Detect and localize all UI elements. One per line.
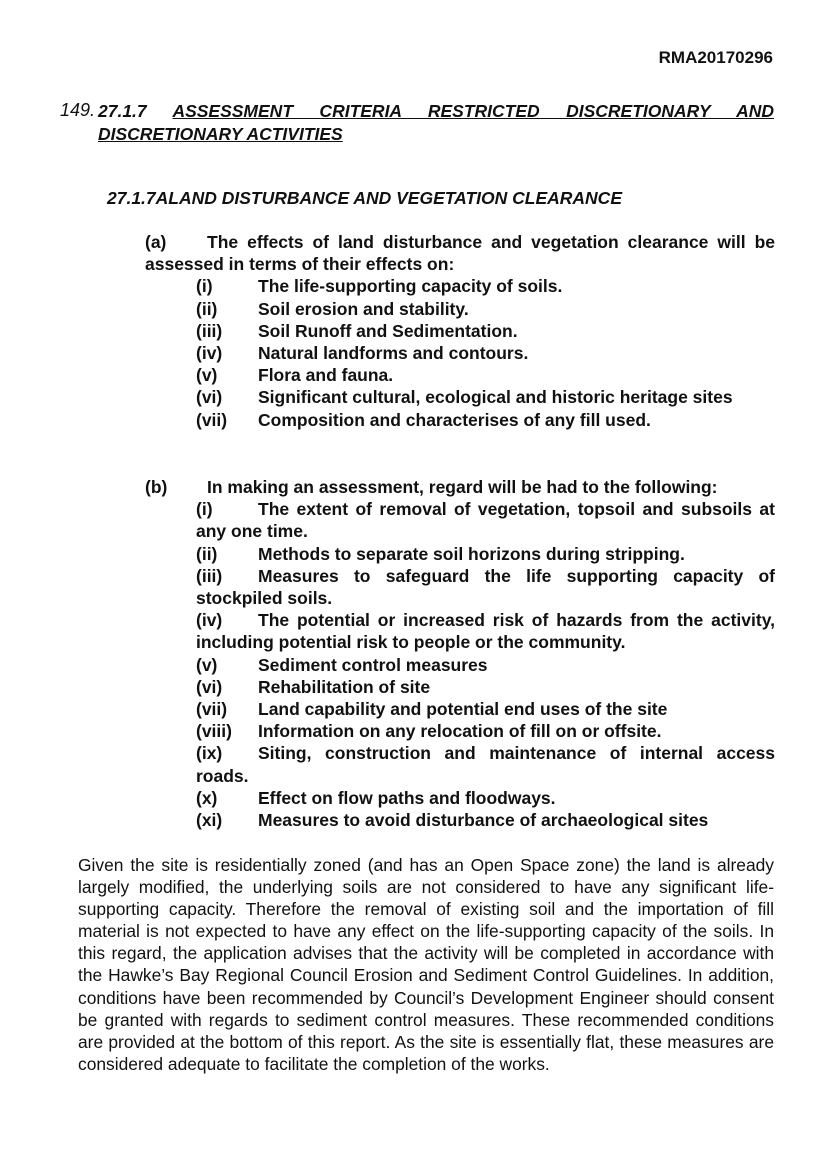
item-number: (i) <box>196 499 213 520</box>
criteria-a <box>145 231 775 431</box>
criteria-a-intro-text: The effects of land disturbance and vegetation clearance will be assessed in terms of their effects on: <box>145 232 775 275</box>
list-item <box>196 498 775 542</box>
item-text: Measures to safeguard the life supporting capacity of stockpiled soils. <box>196 565 775 609</box>
list-item <box>196 809 775 831</box>
item-number: (ii) <box>196 543 218 564</box>
item-number: (vii) <box>196 699 228 720</box>
item-text: Methods to separate soil horizons during stripping. <box>258 543 685 564</box>
criteria-a-label: (a) <box>145 232 167 252</box>
item-number: (xi) <box>196 810 223 831</box>
criteria-a-list <box>145 275 775 430</box>
item-text: Information on any relocation of fill on or offsite. <box>258 721 662 742</box>
item-number: (x) <box>196 787 218 808</box>
paragraph-number: 149. <box>60 100 96 120</box>
item-number: (vi) <box>196 387 223 408</box>
list-item <box>196 298 775 320</box>
item-text: Measures to avoid disturbance of archaeological sites <box>258 810 709 831</box>
assessment-paragraph: Given the site is residentially zoned (and has an Open Space zone) the land is already largely modified, the underlying soils are not considered to have any significant life-supporting capacity. Therefore the removal of existing soil and the importation of fill material is not expected to have any effect on the life-supporting capacity of the soils. In this regard, the application advises that the activity will be completed in accordance with the Hawke’s Bay Regional Council Erosion and Sediment Control Guidelines. In addition, conditions have been recommended by Council’s Development Engineer should consent be granted with regards to sediment control measures. These recommended conditions are provided at the bottom of this report. As the site is essentially flat, these measures are considered adequate to facilitate the completion of the works. <box>78 855 774 1074</box>
subsection-heading: 27.1.7ALAND DISTURBANCE AND VEGETATION CLEARANCE <box>107 188 622 208</box>
item-number: (iii) <box>196 565 223 586</box>
item-text: Rehabilitation of site <box>258 676 431 697</box>
item-text: The life-supporting capacity of soils. <box>258 276 563 297</box>
list-item <box>196 565 775 609</box>
item-text: Significant cultural, ecological and historic heritage sites <box>258 387 733 408</box>
list-item <box>196 742 775 786</box>
item-text: The extent of removal of vegetation, topsoil and subsoils at any one time. <box>196 499 775 542</box>
list-item <box>196 720 775 742</box>
item-number: (iv) <box>196 610 223 631</box>
criteria-a-intro <box>145 231 775 275</box>
list-item <box>196 386 775 408</box>
item-number: (i) <box>196 276 213 297</box>
item-text: The potential or increased risk of hazards from the activity, including potential risk to people or the community. <box>196 610 775 653</box>
criteria-b <box>145 476 775 831</box>
item-number: (viii) <box>196 721 232 742</box>
item-number: (ii) <box>196 298 218 319</box>
criteria-b-intro-text: In making an assessment, regard will be had to the following: <box>207 477 718 497</box>
list-item <box>196 364 775 386</box>
item-text: Soil erosion and stability. <box>258 298 469 319</box>
item-text: Effect on flow paths and floodways. <box>258 787 556 808</box>
item-number: (v) <box>196 365 218 386</box>
item-text: Sediment control measures <box>258 654 488 675</box>
section-heading <box>98 100 774 146</box>
item-number: (iv) <box>196 343 223 364</box>
section-heading-number: 27.1.7 <box>98 101 147 121</box>
criteria-b-label: (b) <box>145 477 168 497</box>
list-item <box>196 609 775 653</box>
section-heading-text: ASSESSMENT CRITERIA RESTRICTED DISCRETIONARY AND DISCRETIONARY ACTIVITIES <box>98 101 775 144</box>
list-item <box>196 543 775 565</box>
criteria-b-intro <box>145 476 775 498</box>
item-number: (vii) <box>196 409 228 430</box>
list-item <box>196 676 775 698</box>
item-text: Soil Runoff and Sedimentation. <box>258 320 518 341</box>
document-reference: RMA20170296 <box>658 48 773 67</box>
item-number: (ix) <box>196 743 223 764</box>
item-text: Composition and characterises of any fill used. <box>258 409 651 430</box>
item-number: (iii) <box>196 320 223 341</box>
list-item <box>196 698 775 720</box>
item-text: Land capability and potential end uses of the site <box>258 699 668 720</box>
item-text: Flora and fauna. <box>258 365 394 386</box>
item-number: (vi) <box>196 676 223 697</box>
item-number: (v) <box>196 654 218 675</box>
item-text: Siting, construction and maintenance of internal access roads. <box>196 743 775 786</box>
item-text: Natural landforms and contours. <box>258 343 529 364</box>
list-item <box>196 409 775 431</box>
criteria-b-list <box>145 498 775 831</box>
list-item <box>196 342 775 364</box>
list-item <box>196 654 775 676</box>
list-item <box>196 275 775 297</box>
list-item <box>196 787 775 809</box>
list-item <box>196 320 775 342</box>
